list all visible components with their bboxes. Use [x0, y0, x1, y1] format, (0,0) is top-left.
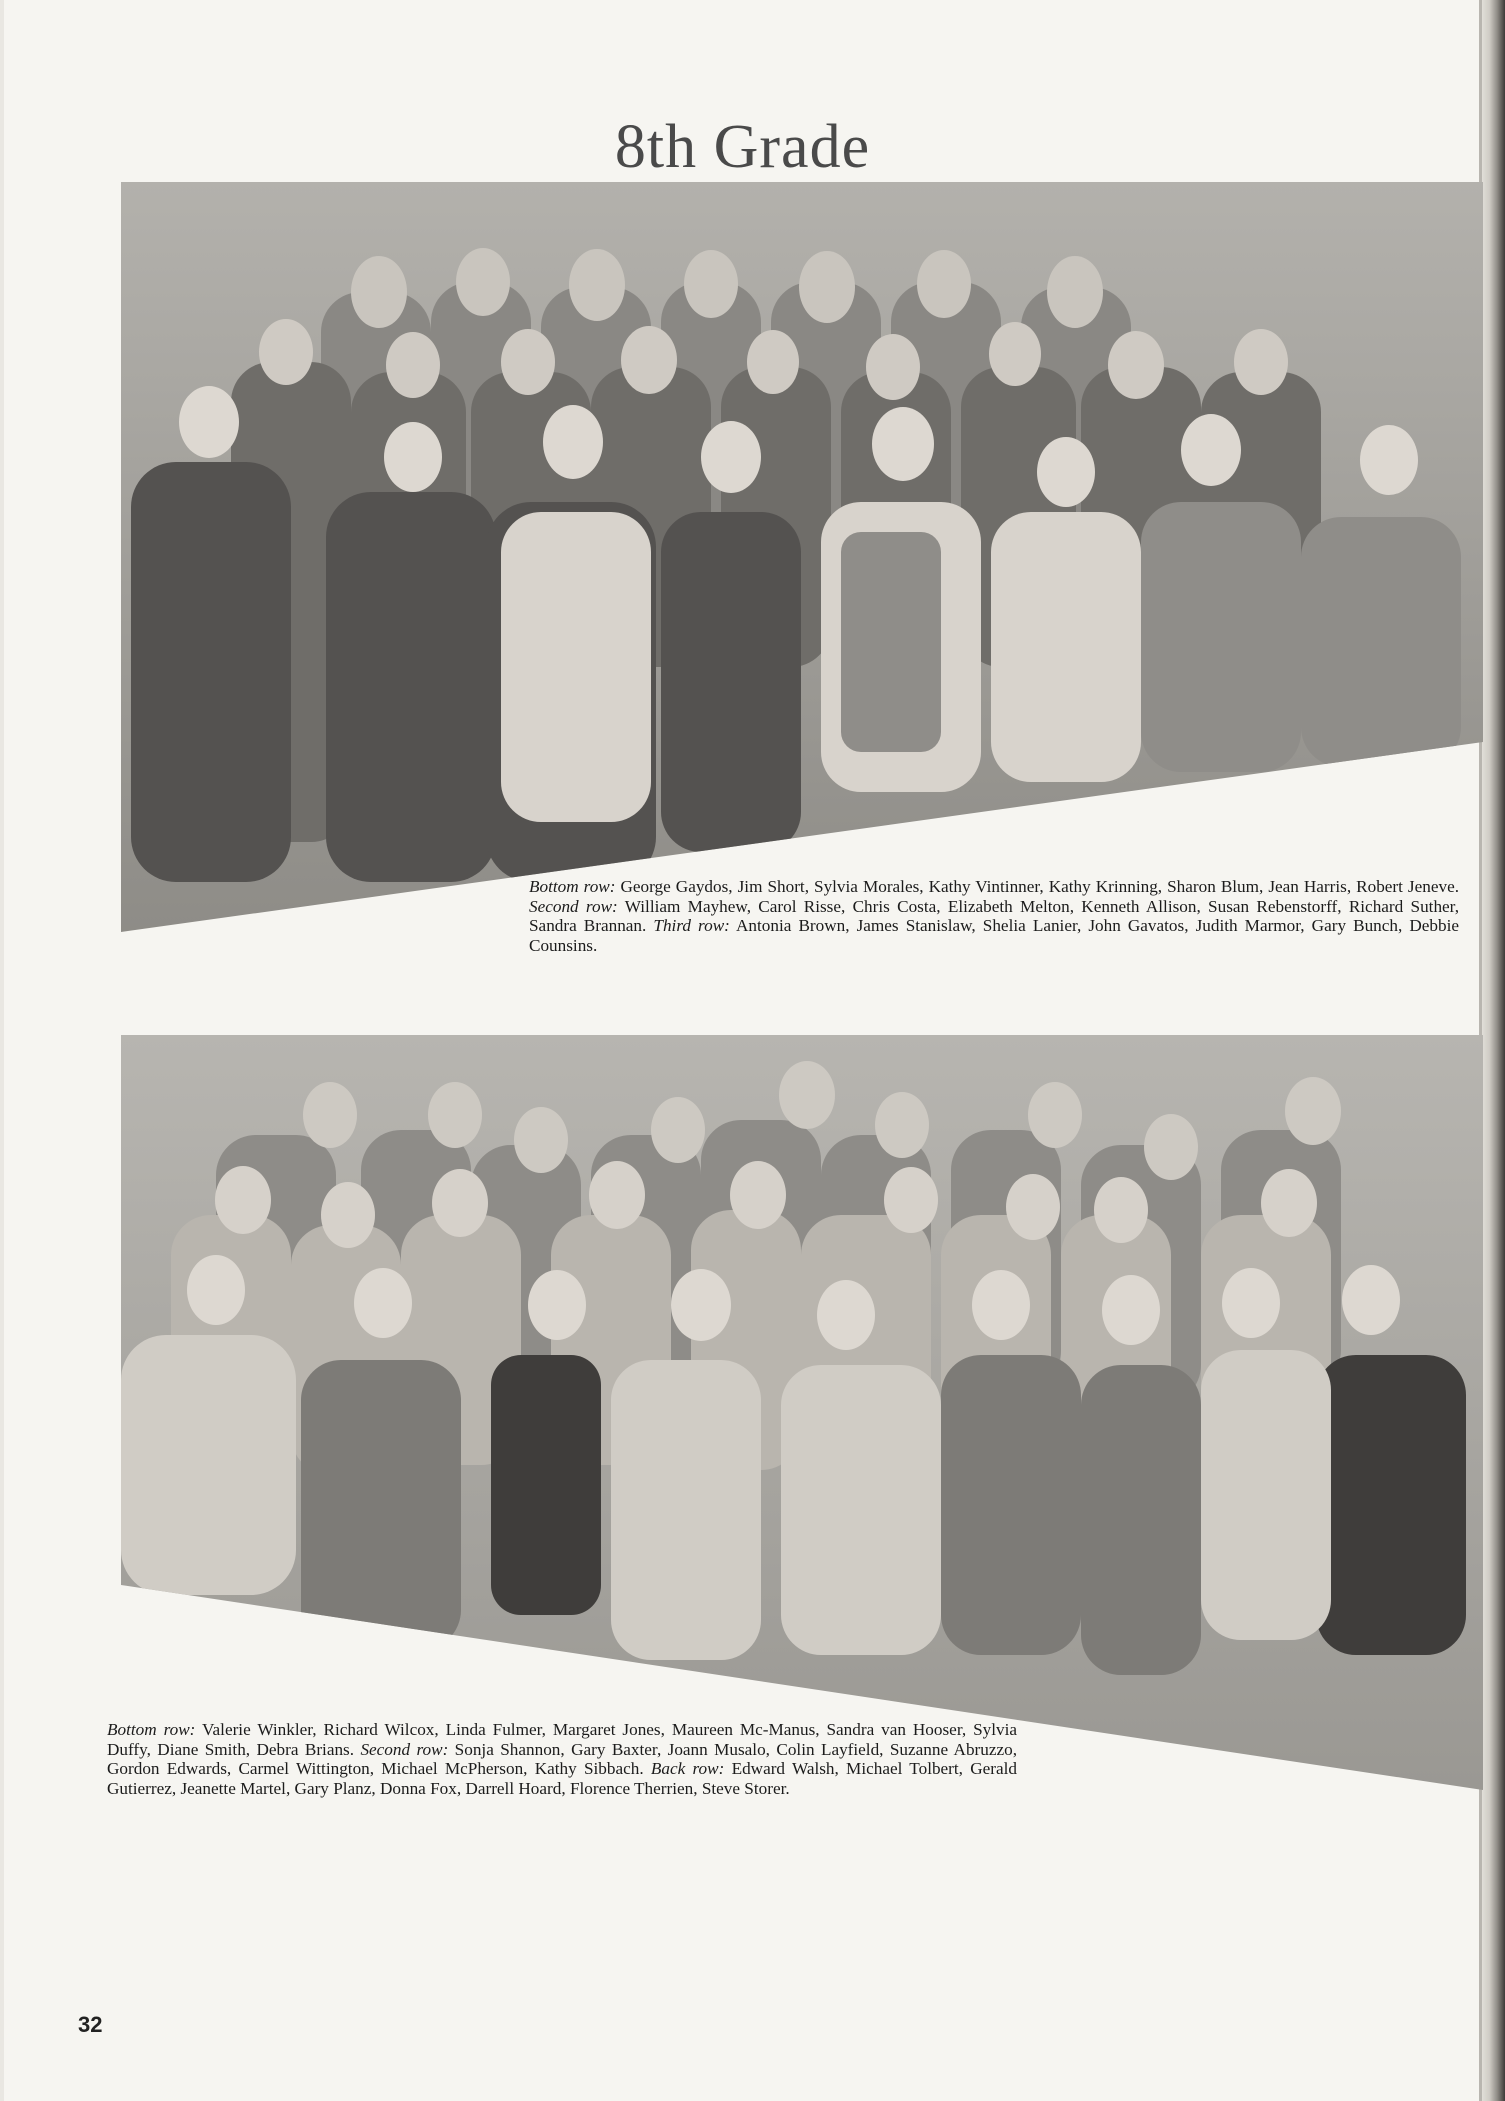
row-names: William Mayhew, Carol Risse, Chris Costa, Elizabeth Melton, Kenneth Allison, Susan Rebenstorff, Richard Suther, Sandra Brannan.: [529, 896, 1460, 935]
row-label: Third row:: [653, 916, 730, 935]
class-photo-top-image: [121, 182, 1483, 932]
caption-bottom: [107, 1720, 1017, 1798]
row-names: Valerie Winkler, Richard Wilcox, Linda Fulmer, Margaret Jones, Maureen Mc-Manus, Sandra van Hooser, Sylvia Duffy, Diane Smith, Debra Brians.: [107, 1720, 1017, 1759]
page-left-edge: [0, 0, 4, 2101]
row-names: Antonia Brown, James Stanislaw, Shelia Lanier, John Gavatos, Judith Marmor, Gary Bunch, Debbie Counsins.: [529, 916, 1459, 955]
row-names: George Gaydos, Jim Short, Sylvia Morales, Kathy Vintinner, Kathy Krinning, Sharon Blum, Jean Harris, Robert Jeneve.: [615, 877, 1459, 896]
class-photo-bottom-image: [121, 1035, 1483, 1790]
row-label: Second row:: [360, 1739, 449, 1759]
page-title: 8th Grade: [614, 112, 871, 181]
row-label: Second row:: [529, 896, 618, 916]
class-photo-top: [121, 182, 1483, 932]
row-label: Bottom row:: [107, 1720, 196, 1739]
row-names: Sonja Shannon, Gary Baxter, Joann Musalo, Colin Layfield, Suzanne Abruzzo, Gordon Edwards, Carmel Wittington, Michael McPherson, Kathy Sibbach.: [107, 1739, 1017, 1778]
row-names: Edward Walsh, Michael Tolbert, Gerald Gutierrez, Jeanette Martel, Gary Planz, Donna Fox, Darrell Hoard, Florence Therrien, Steve Storer.: [107, 1759, 1017, 1798]
page-number: 32: [78, 2012, 103, 2037]
row-label: Back row:: [650, 1759, 725, 1778]
row-label: Bottom row:: [529, 877, 616, 896]
class-photo-bottom: [121, 1035, 1483, 1790]
caption-top: [529, 877, 1459, 955]
